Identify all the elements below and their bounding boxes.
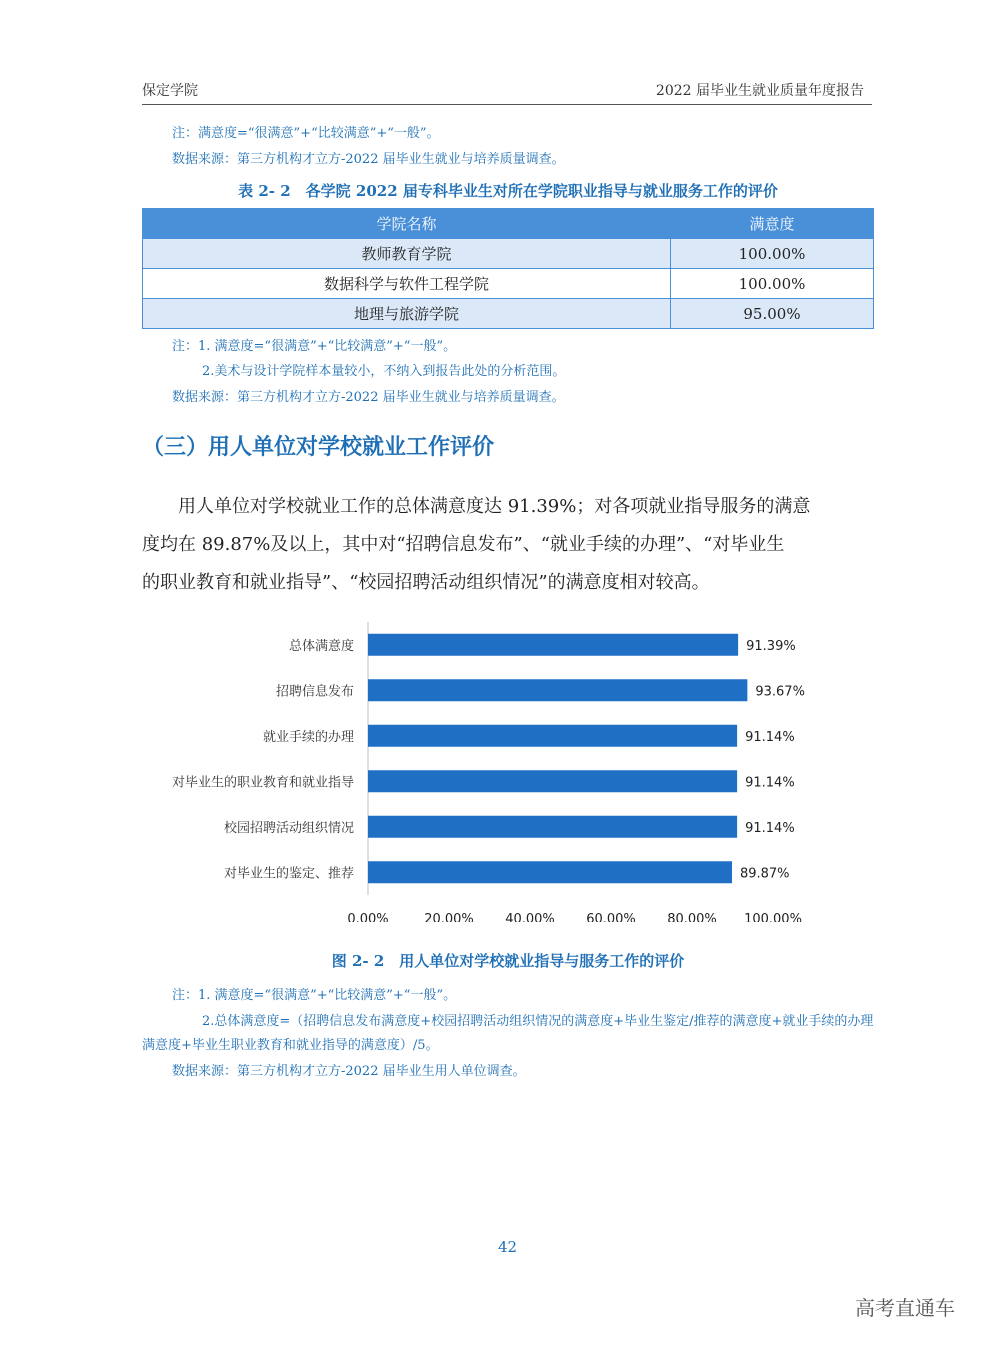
table-data-source: 数据来源：第三方机构才立方-2022 届毕业生就业与培养质量调查。 bbox=[172, 390, 565, 405]
chart-value-label: 91.14% bbox=[745, 775, 795, 791]
chart-tick-label: 40.00% bbox=[505, 912, 555, 922]
chart-value-label: 91.14% bbox=[745, 820, 795, 836]
chart-bar bbox=[368, 770, 737, 792]
chart-tick-label: 60.00% bbox=[586, 912, 636, 922]
college-satisfaction-table bbox=[142, 208, 874, 329]
paragraph-line: 用人单位对学校就业工作的总体满意度达 91.39%；对各项就业指导服务的满意 bbox=[142, 496, 811, 517]
top-data-source: 数据来源：第三方机构才立方-2022 届毕业生就业与培养质量调查。 bbox=[172, 152, 565, 167]
table-note-2: 2.美术与设计学院样本量较小，不纳入到报告此处的分析范围。 bbox=[202, 364, 566, 379]
figure-caption: 图 2- 2 用人单位对学校就业指导与服务工作的评价 bbox=[331, 952, 685, 970]
chart-category-label: 对毕业生的职业教育和就业指导 bbox=[171, 775, 354, 791]
table-cell-satisfaction: 100.00% bbox=[671, 239, 874, 269]
table-caption: 表 2- 2 各学院 2022 届专科毕业生对所在学院职业指导与就业服务工作的评价 bbox=[238, 182, 778, 200]
table-row bbox=[143, 239, 874, 269]
chart-bar bbox=[368, 861, 732, 883]
page-number: 42 bbox=[497, 1238, 518, 1256]
section-heading: （三）用人单位对学校就业工作评价 bbox=[142, 435, 495, 460]
table-row bbox=[143, 299, 874, 329]
chart-value-label: 91.39% bbox=[746, 638, 796, 654]
figure-note-1: 注：1. 满意度=“很满意”+“比较满意”+“一般”。 bbox=[172, 988, 457, 1003]
table-cell-satisfaction: 100.00% bbox=[671, 269, 874, 299]
watermark: 高考直通车 bbox=[855, 1296, 955, 1320]
chart-category-label: 校园招聘活动组织情况 bbox=[223, 820, 354, 836]
paragraph-line: 的职业教育和就业指导”、“校园招聘活动组织情况”的满意度相对较高。 bbox=[142, 572, 710, 593]
chart-category-label: 总体满意度 bbox=[288, 638, 354, 654]
chart-value-label: 89.87% bbox=[739, 866, 790, 882]
table-header-satisfaction: 满意度 bbox=[671, 209, 874, 239]
chart-value-label: 91.14% bbox=[745, 729, 795, 745]
chart-category-label: 招聘信息发布 bbox=[275, 684, 354, 700]
table-header-college: 学院名称 bbox=[143, 209, 671, 239]
table-cell-college: 数据科学与软件工程学院 bbox=[143, 269, 671, 299]
chart-bar bbox=[368, 816, 737, 838]
chart-category-label: 就业手续的办理 bbox=[262, 729, 354, 745]
header-divider bbox=[142, 104, 872, 105]
chart-category-label: 对毕业生的鉴定、推荐 bbox=[223, 866, 354, 882]
employer-satisfaction-chart bbox=[130, 612, 830, 922]
section-paragraph bbox=[142, 488, 877, 602]
chart-tick-label: 0.00% bbox=[347, 912, 389, 922]
table-header-row bbox=[143, 209, 874, 239]
top-note: 注：满意度=“很满意”+“比较满意”+“一般”。 bbox=[172, 126, 440, 141]
chart-bar bbox=[368, 679, 747, 701]
header-report-title: 2022 届毕业生就业质量年度报告 bbox=[655, 83, 864, 99]
header-school-name: 保定学院 bbox=[142, 83, 198, 99]
table-cell-satisfaction: 95.00% bbox=[671, 299, 874, 329]
table-cell-college: 地理与旅游学院 bbox=[143, 299, 671, 329]
table-row bbox=[143, 269, 874, 299]
chart-value-label: 93.67% bbox=[755, 684, 805, 700]
chart-tick-label: 100.00% bbox=[744, 912, 802, 922]
chart-bar bbox=[368, 725, 737, 747]
chart-bar bbox=[368, 634, 738, 656]
figure-data-source: 数据来源：第三方机构才立方-2022 届毕业生用人单位调查。 bbox=[172, 1064, 526, 1079]
chart-tick-label: 20.00% bbox=[424, 912, 474, 922]
table-cell-college: 教师教育学院 bbox=[143, 239, 671, 269]
table-note-1: 注：1. 满意度=“很满意”+“比较满意”+“一般”。 bbox=[172, 339, 457, 354]
figure-note-2: 2.总体满意度=（招聘信息发布满意度+校园招聘活动组织情况的满意度+毕业生鉴定/推荐的满意度+就业手续的办理满意度+毕业生职业教育和就业指导的满意度）/5。 bbox=[142, 1014, 874, 1053]
paragraph-line: 度均在 89.87%及以上，其中对“招聘信息发布”、“就业手续的办理”、“对毕业生 bbox=[142, 534, 785, 555]
chart-tick-label: 80.00% bbox=[667, 912, 717, 922]
